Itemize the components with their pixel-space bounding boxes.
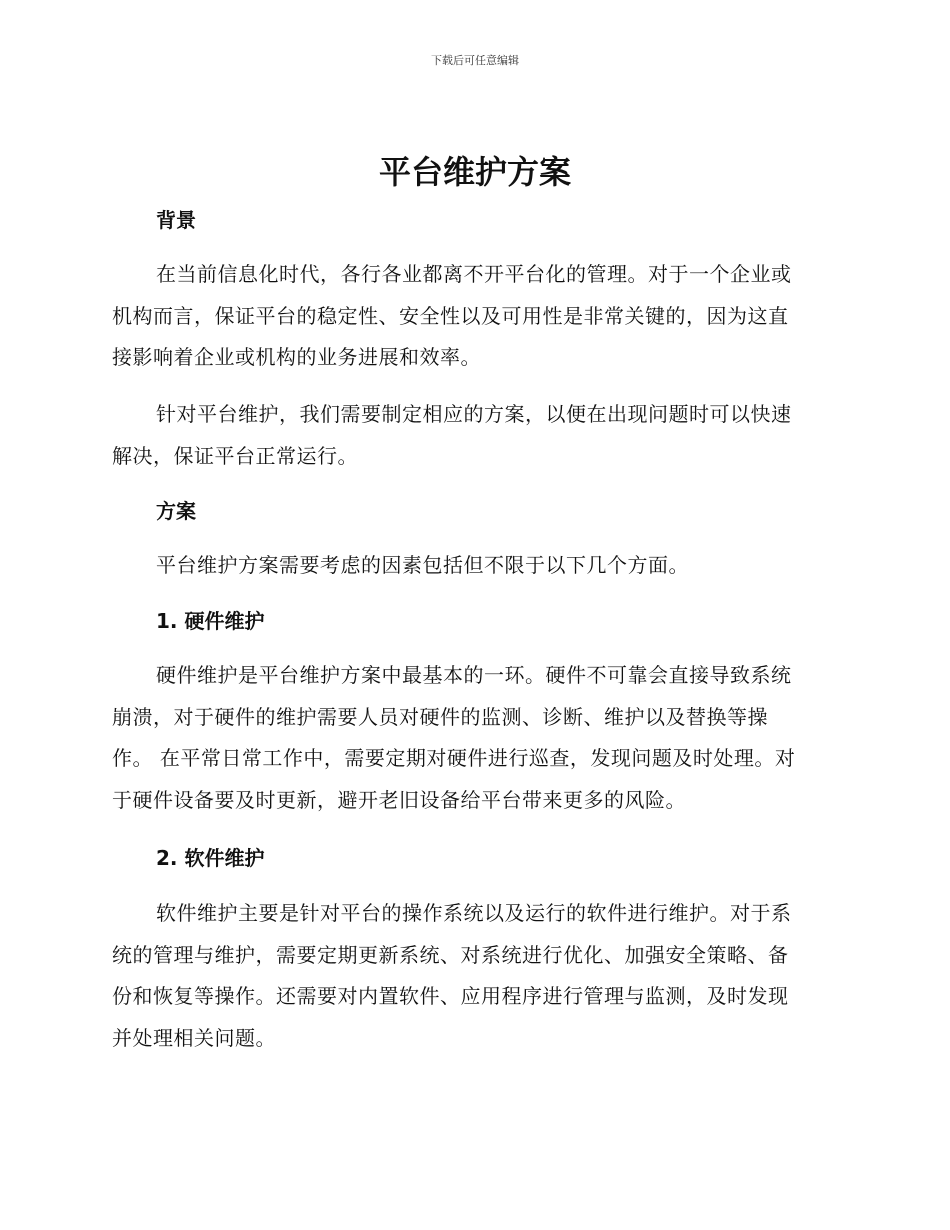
text-line: 机构而言，保证平台的稳定性、安全性以及可用性是非常关键的，因为这直 [112, 303, 789, 328]
section-heading-background: 背景 [156, 208, 196, 232]
text-line: 崩溃，对于硬件的维护需要人员对硬件的监测、诊断、维护以及替换等操 [112, 704, 768, 729]
paragraph-background-2 [112, 394, 832, 477]
text-line: 统的管理与维护，需要定期更新系统、对系统进行优化、加强安全策略、备 [112, 942, 789, 967]
text-line: 硬件维护是平台维护方案中最基本的一环。硬件不可靠会直接导致系统 [156, 663, 792, 687]
text-line: 解决，保证平台正常运行。 [112, 443, 358, 468]
paragraph-software-1 [112, 893, 832, 1059]
section-heading-software: 2. 软件维护 [156, 846, 265, 870]
text-line: 针对平台维护，我们需要制定相应的方案，以便在出现问题时可以快速 [156, 402, 792, 426]
text-line: 软件维护主要是针对平台的操作系统以及运行的软件进行维护。对于系 [156, 901, 792, 925]
paragraph-plan-1 [112, 545, 832, 587]
section-heading-hardware: 1. 硬件维护 [156, 609, 265, 633]
text-line: 于硬件设备要及时更新，避开老旧设备给平台带来更多的风险。 [112, 787, 686, 812]
paragraph-hardware-1 [112, 655, 832, 821]
section-heading-plan: 方案 [156, 499, 196, 523]
text-line: 作。 在平常日常工作中，需要定期对硬件进行巡查，发现问题及时处理。对 [112, 746, 796, 770]
paragraph-background-1 [112, 254, 832, 379]
text-line: 接影响着企业或机构的业务进展和效率。 [112, 345, 481, 369]
page-title: 平台维护方案 [378, 153, 571, 191]
text-line: 在当前信息化时代，各行各业都离不开平台化的管理。对于一个企业或 [156, 262, 792, 286]
text-line: 份和恢复等操作。还需要对内置软件、应用程序进行管理与监测，及时发现 [112, 984, 789, 1008]
text-line: 平台维护方案需要考虑的因素包括但不限于以下几个方面。 [156, 553, 689, 577]
text-line: 并处理相关问题。 [112, 1025, 276, 1050]
header-note: 下载后可任意编辑 [431, 54, 519, 67]
